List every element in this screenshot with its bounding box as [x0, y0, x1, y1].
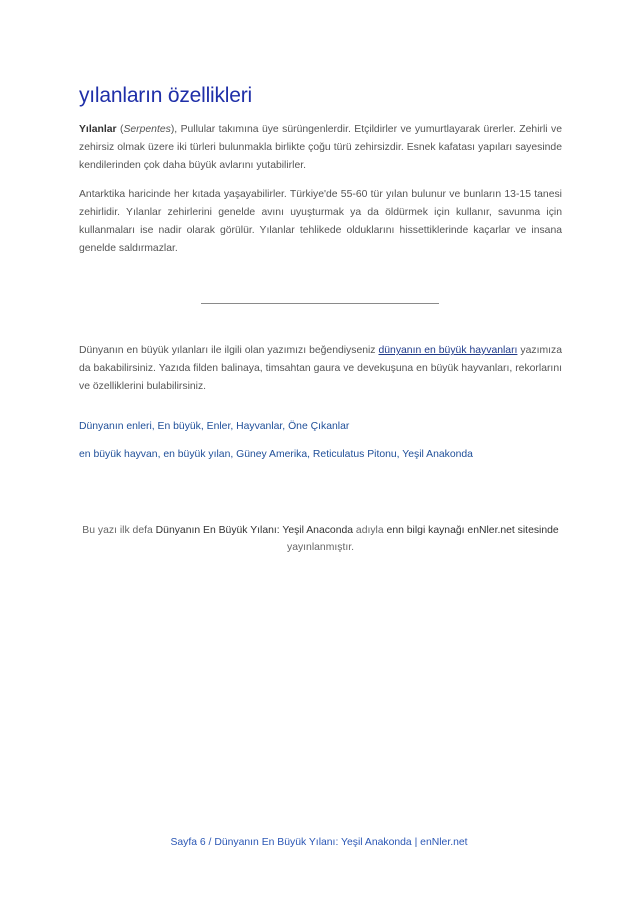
credit-post-title: Dünyanın En Büyük Yılanı: Yeşil Anaconda [155, 525, 354, 536]
credit-site: enn bilgi kaynağı enNler.net sitesinde [386, 525, 559, 536]
divider-line [201, 303, 439, 304]
credit-suffix: yayınlanmıştır. [287, 542, 354, 553]
page-footer: Sayfa 6 / Dünyanın En Büyük Yılanı: Yeşil Anakonda | enNler.net [170, 837, 468, 848]
credit-middle: adıyla [353, 525, 387, 536]
intro-text: ), Pullular takımına üye sürüngenlerdir. Etçildirler ve yumurtlayarak ürerler. Zehirli ve zehirsiz olmak üzere iki türleri bulunmakla birlikte çoğu türü zehirsizdir. Esnek kafatası yapıları sayesinde kendilerinden çok daha büyük avlarını yutabilirler. [79, 124, 562, 171]
paragraph-habitat: Antarktika haricinde her kıtada yaşayabilirler. Türkiye'de 55-60 tür yılan bulunur ve bunların 13-15 tanesi zehirlidir. Yılanlar zehirlerini genelde avını uyuşturmak ya da öldürmek için kullanır, savunma için kullanmaları ise nadir olarak görülür. Yılanlar tehlikede olduklarını hissettiklerinde kaçarlar ve insana genelde saldırmazlar. [79, 189, 562, 254]
tag-links[interactable]: en büyük hayvan, en büyük yılan, Güney Amerika, Reticulatus Pitonu, Yeşil Anakonda [79, 449, 473, 460]
credit-prefix: Bu yazı ilk defa [82, 525, 156, 536]
intro-bold-term: Yılanlar [79, 124, 117, 135]
category-links[interactable]: Dünyanın enleri, En büyük, Enler, Hayvanlar, Öne Çıkanlar [79, 421, 350, 432]
article-title: yılanların özellikleri [79, 84, 253, 107]
source-credit [79, 522, 562, 556]
intro-latin-name: Serpentes [123, 124, 171, 135]
related-text-after: yazımıza da bakabilirsiniz. Yazıda filden balinaya, timsahtan gaura ve devekuşuna en büyük hayvanları, rekorlarını ve özelliklerini bulabilirsiniz. [79, 345, 562, 392]
related-text-before: Dünyanın en büyük yılanları ile ilgili olan yazımızı beğendiyseniz [79, 345, 379, 356]
paragraph-intro [79, 121, 562, 175]
paragraph-related [79, 342, 562, 396]
related-article-link[interactable]: dünyanın en büyük hayvanları [378, 345, 518, 356]
intro-open-paren: ( [119, 124, 124, 135]
